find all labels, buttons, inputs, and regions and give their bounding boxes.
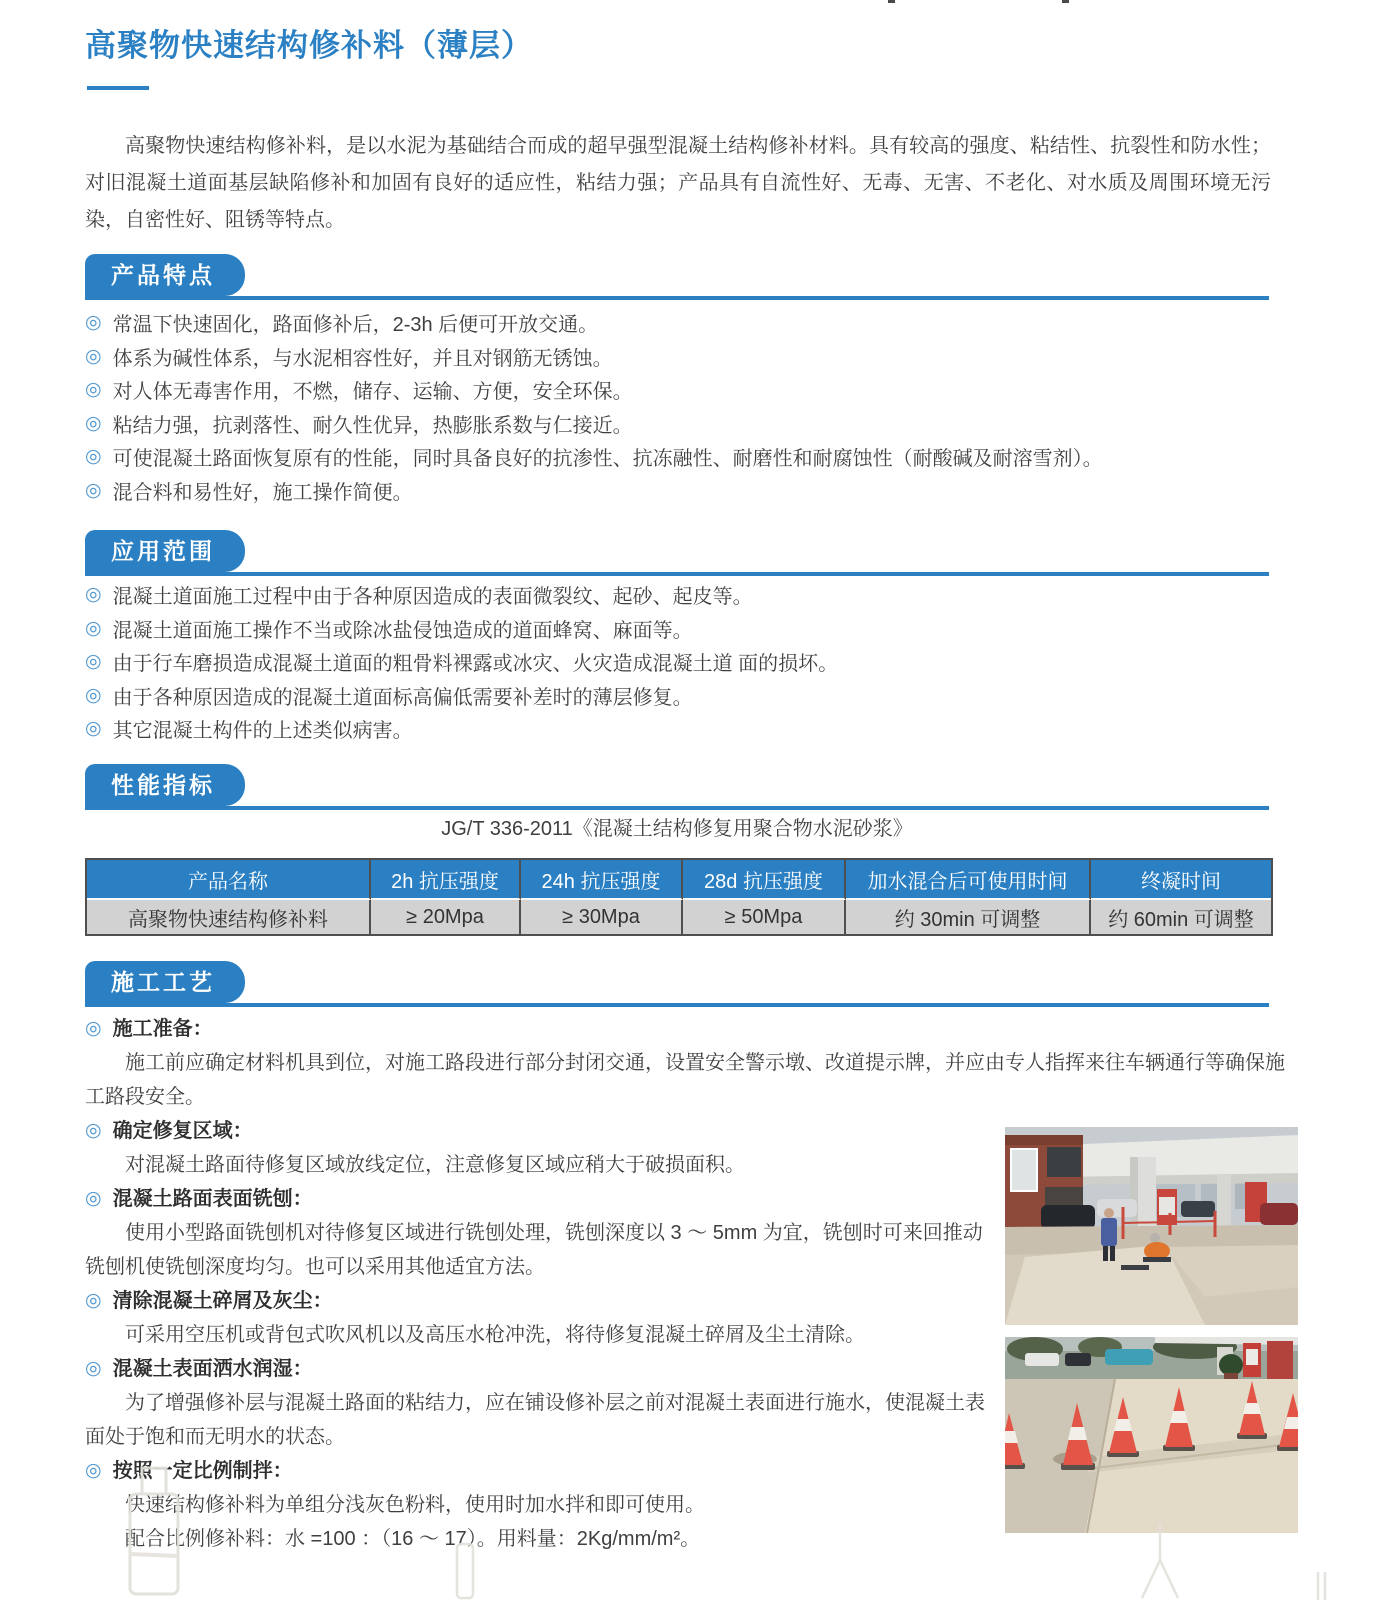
table-cell: ≥ 30Mpa — [521, 900, 683, 934]
table-header-cell: 产品名称 — [87, 860, 371, 900]
table-header-cell: 终凝时间 — [1091, 860, 1271, 900]
table-cell: 高聚物快速结构修补料 — [87, 900, 371, 934]
page-title: 高聚物快速结构修补料（薄层） — [85, 28, 533, 63]
step-body: 使用小型路面铣刨机对待修复区域进行铣刨处理，铣刨深度以 3 ～ 5mm 为宜，铣刨时可来回推动铣刨机使铣刨深度均匀。也可以采用其他适宜方法。 — [85, 1222, 983, 1278]
bullet-item — [85, 340, 1271, 374]
step-label-text: 施工准备： — [112, 1018, 213, 1040]
bullet-item — [85, 578, 1271, 612]
bullet-text: 混凝土道面施工操作不当或除冰盐侵蚀造成的道面蜂窝、麻面等。 — [112, 619, 693, 642]
glassware-watermark — [445, 1540, 485, 1600]
table-header-cell: 28d 抗压强度 — [683, 860, 846, 900]
standard-reference: JG/T 336-2011《混凝土结构修复用聚合物水泥砂浆》 — [441, 818, 913, 840]
section-badge-applications: 应用范围 — [85, 530, 245, 572]
double-circle-bullet-icon: ◎ — [85, 312, 102, 334]
bullet-text: 常温下快速固化，路面修补后，2-3h 后便可开放交通。 — [112, 314, 599, 337]
bullet-item — [85, 645, 1271, 679]
page-crop-artifact — [888, 0, 895, 3]
section-header-performance — [85, 764, 1269, 810]
title-underline — [87, 86, 149, 90]
double-circle-bullet-icon: ◎ — [85, 617, 102, 639]
bullet-text: 其它混凝土构件的上述类似病害。 — [112, 720, 413, 743]
step-label-text: 混凝土表面洒水润湿： — [112, 1358, 313, 1380]
bullet-item — [85, 712, 1271, 746]
double-circle-bullet-icon: ◎ — [85, 1018, 102, 1039]
section-badge-process: 施工工艺 — [85, 961, 245, 1003]
traffic-cones-photo — [1005, 1337, 1298, 1533]
double-circle-bullet-icon: ◎ — [85, 684, 102, 706]
bullet-item — [85, 612, 1271, 646]
intro-paragraph: 高聚物快速结构修补料，是以水泥为基础结合而成的超早强型混凝土结构修补材料。具有较高的强度、粘结性、抗裂性和防水性；对旧混凝土道面基层缺陷修补和加固有良好的适应性，粘结力强；产品具有自流性好、无毒、无害、不老化、对水质及周围环境无污染，自密性好、阻锈等特点。 — [85, 135, 1271, 231]
double-circle-bullet-icon: ◎ — [85, 651, 102, 673]
double-circle-bullet-icon: ◎ — [85, 1188, 102, 1209]
double-circle-bullet-icon: ◎ — [85, 1290, 102, 1311]
bullet-item — [85, 679, 1271, 713]
step-body: 为了增强修补层与混凝土路面的粘结力，应在铺设修补层之前对混凝土表面进行施水，使混凝土表面处于饱和而无明水的状态。 — [85, 1392, 985, 1448]
bullet-item — [85, 373, 1271, 407]
double-circle-bullet-icon: ◎ — [85, 379, 102, 401]
applications-list — [85, 578, 1271, 746]
construction-site-photo — [1005, 1127, 1298, 1325]
double-circle-bullet-icon: ◎ — [85, 1460, 102, 1481]
section-badge-performance: 性能指标 — [85, 764, 245, 806]
bullet-text: 粘结力强，抗剥落性、耐久性优异，热膨胀系数与仁接近。 — [112, 414, 633, 437]
section-header-process — [85, 961, 1269, 1007]
step-label-text: 确定修复区域： — [112, 1120, 253, 1142]
step-body: 快速结构修补料为单组分浅灰色粉料，使用时加水拌和即可使用。 — [125, 1494, 705, 1516]
bullet-text: 对人体无毒害作用，不燃，储存、运输、方便，安全环保。 — [112, 381, 633, 404]
table-header-cell: 2h 抗压强度 — [371, 860, 521, 900]
step-body: 可采用空压机或背包式吹风机以及高压水枪冲洗，将待修复混凝土碎屑及尘土清除。 — [125, 1324, 865, 1346]
bullet-item — [85, 440, 1271, 474]
bullet-text: 由于行车磨损造成混凝土道面的粗骨料裸露或冰灾、火灾造成混凝土道 面的损坏。 — [112, 653, 839, 676]
glassware-watermark — [118, 1462, 208, 1600]
double-circle-bullet-icon: ◎ — [85, 345, 102, 367]
step-label-text: 清除混凝土碎屑及灰尘： — [112, 1290, 333, 1312]
step-label — [85, 1012, 1298, 1046]
process-step — [85, 1012, 1298, 1114]
table-cell: ≥ 50Mpa — [683, 900, 846, 934]
bullet-text: 混凝土道面施工过程中由于各种原因造成的表面微裂纹、起砂、起皮等。 — [112, 586, 753, 609]
table-header-cell: 加水混合后可使用时间 — [846, 860, 1091, 900]
table-cell: ≥ 20Mpa — [371, 900, 521, 934]
double-circle-bullet-icon: ◎ — [85, 584, 102, 606]
section-header-features — [85, 254, 1269, 300]
performance-table — [85, 858, 1273, 936]
double-circle-bullet-icon: ◎ — [85, 718, 102, 740]
step-body: 施工前应确定材料机具到位，对施工路段进行部分封闭交通，设置安全警示墩、改道提示牌，并应由专人指挥来往车辆通行等确保施工路段安全。 — [85, 1052, 1285, 1108]
double-circle-bullet-icon: ◎ — [85, 479, 102, 501]
section-badge-features: 产品特点 — [85, 254, 245, 296]
bullet-item — [85, 407, 1271, 441]
photo-column — [1005, 1127, 1298, 1533]
bullet-text: 混合料和易性好，施工操作简便。 — [112, 481, 413, 504]
double-circle-bullet-icon: ◎ — [85, 412, 102, 434]
table-cell: 约 30min 可调整 — [846, 900, 1091, 934]
bullet-item — [85, 306, 1271, 340]
features-list — [85, 306, 1271, 507]
bullet-text: 体系为碱性体系，与水泥相容性好，并且对钢筋无锈蚀。 — [112, 347, 613, 370]
bullet-text: 可使混凝土路面恢复原有的性能，同时具备良好的抗渗性、抗冻融性、耐磨性和耐腐蚀性（耐酸碱及耐溶雪剂）。 — [112, 448, 1103, 471]
glassware-watermark — [1130, 1520, 1190, 1600]
step-body: 对混凝土路面待修复区域放线定位，注意修复区域应稍大于破损面积。 — [125, 1154, 745, 1176]
double-circle-bullet-icon: ◎ — [85, 1358, 102, 1379]
section-header-applications — [85, 530, 1269, 576]
double-circle-bullet-icon: ◎ — [85, 446, 102, 468]
table-header-row — [87, 860, 1271, 900]
bullet-text: 由于各种原因造成的混凝土道面标高偏低需要补差时的薄层修复。 — [112, 686, 693, 709]
step-body: 配合比例修补料：水 =100 ：（16 ～ 17）。用料量：2Kg/mm/m²。 — [125, 1528, 701, 1550]
double-circle-bullet-icon: ◎ — [85, 1120, 102, 1141]
table-header-cell: 24h 抗压强度 — [521, 860, 683, 900]
table-row — [87, 900, 1271, 934]
page-crop-artifact — [1062, 0, 1069, 3]
step-label-text: 混凝土路面表面铣刨： — [112, 1188, 313, 1210]
bullet-item — [85, 474, 1271, 508]
table-cell: 约 60min 可调整 — [1091, 900, 1271, 934]
glassware-watermark — [1312, 1572, 1332, 1600]
step-label-text: 按照一定比例制拌： — [112, 1460, 293, 1482]
